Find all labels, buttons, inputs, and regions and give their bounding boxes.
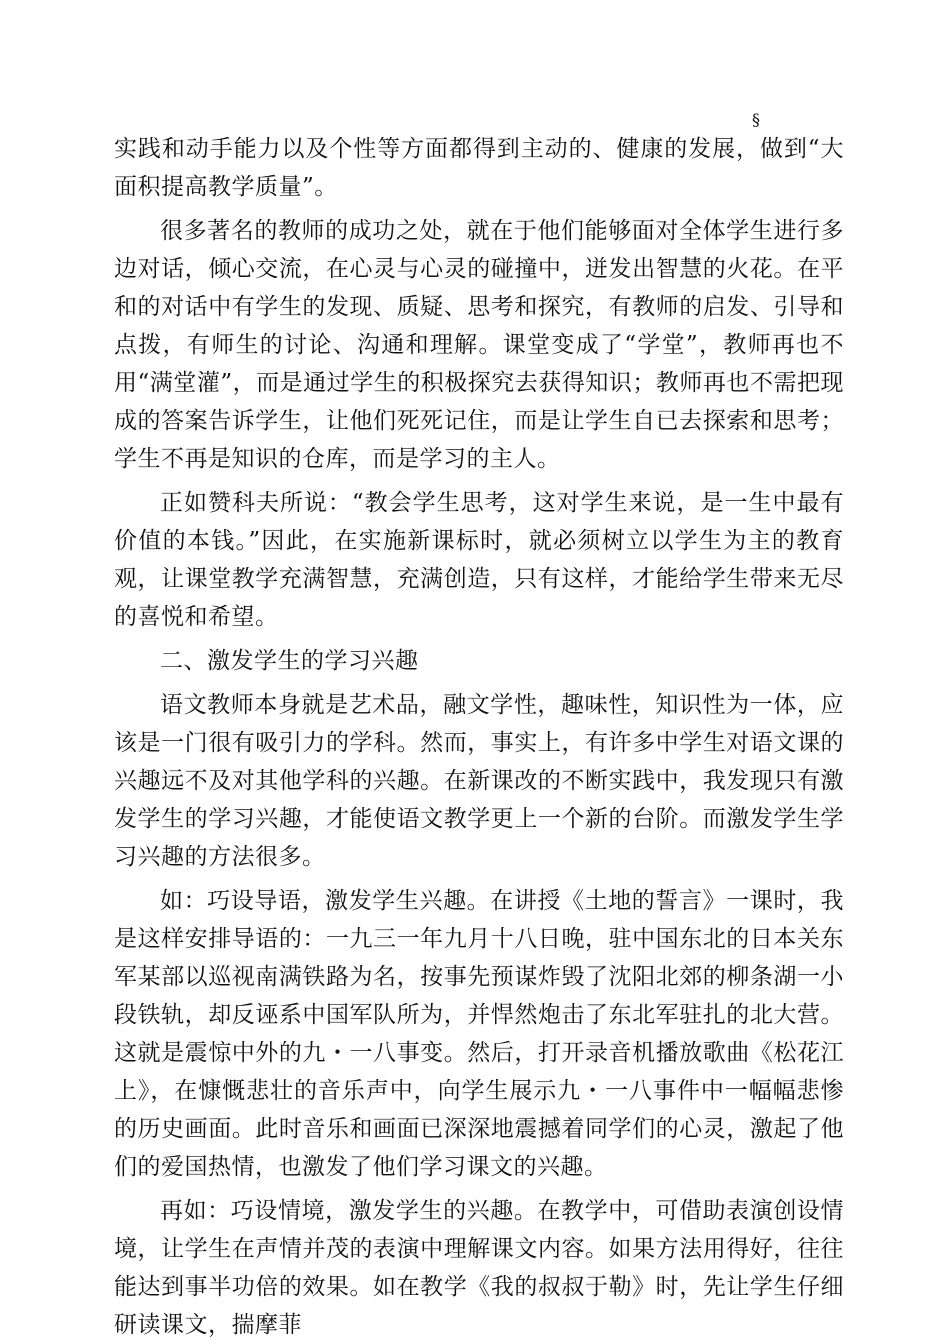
section-mark: § — [752, 110, 760, 129]
paragraph-zankov-quote: 正如赞科夫所说：“教会学生思考，这对学生来说，是一生中最有价值的本钱。”因此，在实施新课标时，就必须树立以学生为主的教育观，让课堂教学充满智慧，充满创造，只有这样，才能给学生带来无尽的喜悦和希望。 — [114, 490, 844, 630]
document-body — [114, 130, 844, 1344]
paragraph-interest-intro: 语文教师本身就是艺术品，融文学性，趣味性，知识性为一体，应该是一门很有吸引力的学科。然而，事实上，有许多中学生对语文课的兴趣远不及对其他学科的兴趣。在新课改的不断实践中，我发现只有激发学生的学习兴趣，才能使语文教学更上一个新的台阶。而激发学生学习兴趣的方法很多。 — [114, 692, 844, 870]
paragraph-teachers-dialogue: 很多著名的教师的成功之处，就在于他们能够面对全体学生进行多边对话，倾心交流，在心灵与心灵的碰撞中，迸发出智慧的火花。在平和的对话中有学生的发现、质疑、思考和探究，有教师的启发、引导和点拨，有师生的讨论、沟通和理解。课堂变成了“学堂”，教师再也不用“满堂灌”，而是通过学生的积极探究去获得知识；教师再也不需把现成的答案告诉学生，让他们死死记住，而是让学生自已去探索和思考；学生不再是知识的仓库，而是学习的主人。 — [114, 218, 844, 472]
section-heading: 二、激发学生的学习兴趣 — [160, 648, 419, 674]
paragraph-intro-example: 如：巧设导语，激发学生兴趣。在讲授《土地的誓言》一课时，我是这样安排导语的：一九三一年九月十八日晚，驻中国东北的日本关东军某部以巡视南满铁路为名，按事先预谋炸毁了沈阳北郊的柳条湖一小段铁轨，却反诬系中国军队所为，并悍然炮击了东北军驻扎的北大营。这就是震惊中外的九・一八事变。然后，打开录音机播放歌曲《松花江上》，在慷慨悲壮的音乐声中，向学生展示九・一八事件中一幅幅悲惨的历史画面。此时音乐和画面已深深地震撼着同学们的心灵，激起了他们的爱国热情，也激发了他们学习课文的兴趣。 — [114, 888, 844, 1180]
paragraph-continuation: 实践和动手能力以及个性等方面都得到主动的、健康的发展，做到“大面积提高教学质量”。 — [114, 136, 844, 200]
paragraph-situation-example: 再如：巧设情境，激发学生的兴趣。在教学中，可借助表演创设情境，让学生在声情并茂的表演中理解课文内容。如果方法用得好，往往能达到事半功倍的效果。如在教学《我的叔叔于勒》时，先让学生仔细研读课文，揣摩菲 — [114, 1198, 844, 1338]
